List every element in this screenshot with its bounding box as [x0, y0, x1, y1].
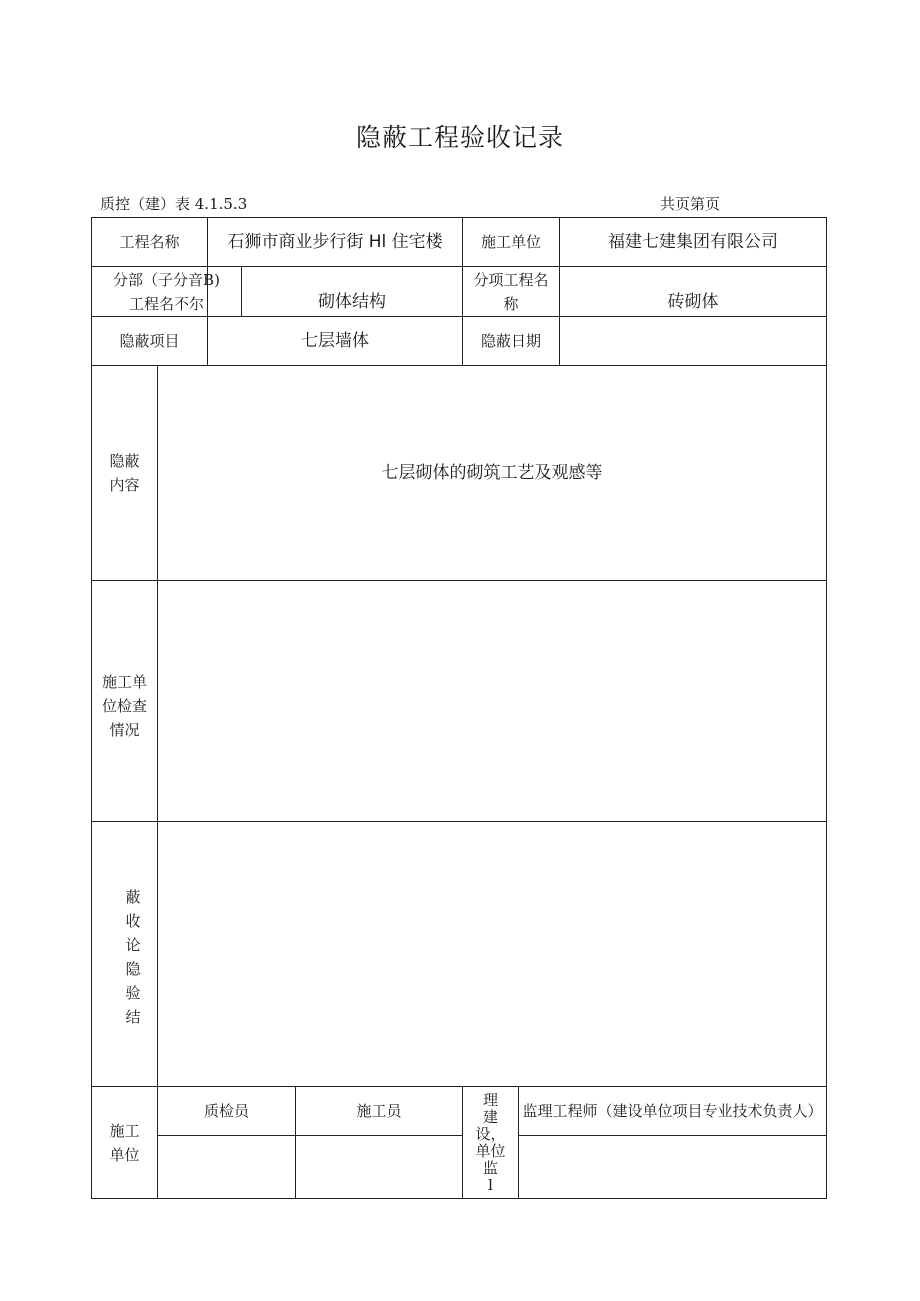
supervisor-side-line: 设， [475, 1124, 506, 1143]
signature-contractor-line: 施工 [109, 1121, 140, 1140]
subitem-value: 砖砌体 [667, 291, 719, 312]
table-border-bottom [91, 1198, 827, 1199]
page-info: 共页第页 [660, 195, 721, 213]
contractor-label: 施工单位 [480, 233, 541, 251]
inspector-label: 质检员 [203, 1102, 249, 1120]
worker-label: 施工员 [356, 1102, 402, 1120]
hidden-item-value: 七层墙体 [301, 331, 369, 351]
supervisor-side-line: 监 [482, 1158, 498, 1177]
subitem-label-line1: 分项工程名 [473, 270, 549, 289]
project-name-value: 石狮市商业步行街 Hl 住宅楼 [227, 232, 443, 252]
conclusion-label-char: 论 [125, 936, 141, 954]
conclusion-label-char: 隐 [125, 960, 141, 978]
form-code: 质控（建）表 4.1.5.3 [100, 195, 248, 213]
project-name-label: 工程名称 [119, 233, 180, 251]
signature-contractor-label [92, 1087, 157, 1198]
signature-contractor-line: 单位 [109, 1145, 140, 1164]
content-label-line: 内容 [109, 476, 140, 494]
row-divider [91, 580, 827, 581]
conclusion-label-char: 验 [125, 984, 141, 1002]
content-label-line: 隐蔽 [109, 452, 140, 470]
division-label-line1: 分部（子分音B) [113, 270, 220, 289]
supervisor-side-line: 单位 [475, 1141, 506, 1160]
inspection-label-line: 位检查 [101, 697, 147, 715]
hidden-date-value [560, 317, 826, 365]
hidden-item-label: 隐蔽项目 [119, 332, 180, 350]
supervisor-side-line: 理 [482, 1090, 498, 1109]
content-value: 七层砌体的砌筑工艺及观感等 [381, 463, 603, 483]
division-value: 砌体结构 [318, 291, 386, 312]
inspection-label-line: 情况 [109, 721, 140, 739]
conclusion-label [92, 822, 174, 1086]
worker-signature [296, 1136, 462, 1198]
conclusion-label-char: 蔽 [125, 888, 141, 906]
supervisor-side-label [463, 1087, 518, 1198]
supervisor-side-line: 建 [482, 1107, 498, 1126]
conclusion-label-char: 收 [125, 912, 141, 930]
hidden-date-label: 隐蔽日期 [480, 332, 541, 350]
page-title: 隐蔽工程验收记录 [355, 123, 564, 152]
conclusion-label-char: 结 [125, 1008, 141, 1026]
subitem-label [463, 267, 559, 316]
content-label [92, 366, 157, 580]
supervisor-side-line: l [488, 1175, 493, 1194]
inspection-label-line: 施工单 [101, 673, 147, 691]
inspection-label [92, 581, 157, 821]
row-divider [91, 821, 827, 822]
division-label-line2: 工程名不尔 [128, 294, 204, 313]
supervisor-label: 监理工程师（建设单位项目专业技术负责人） [522, 1102, 823, 1120]
inspector-signature [158, 1136, 295, 1198]
supervisor-signature [519, 1136, 826, 1198]
subitem-label-line2: 称 [503, 294, 519, 313]
division-label [92, 267, 241, 316]
contractor-value: 福建七建集团有限公司 [608, 232, 778, 252]
